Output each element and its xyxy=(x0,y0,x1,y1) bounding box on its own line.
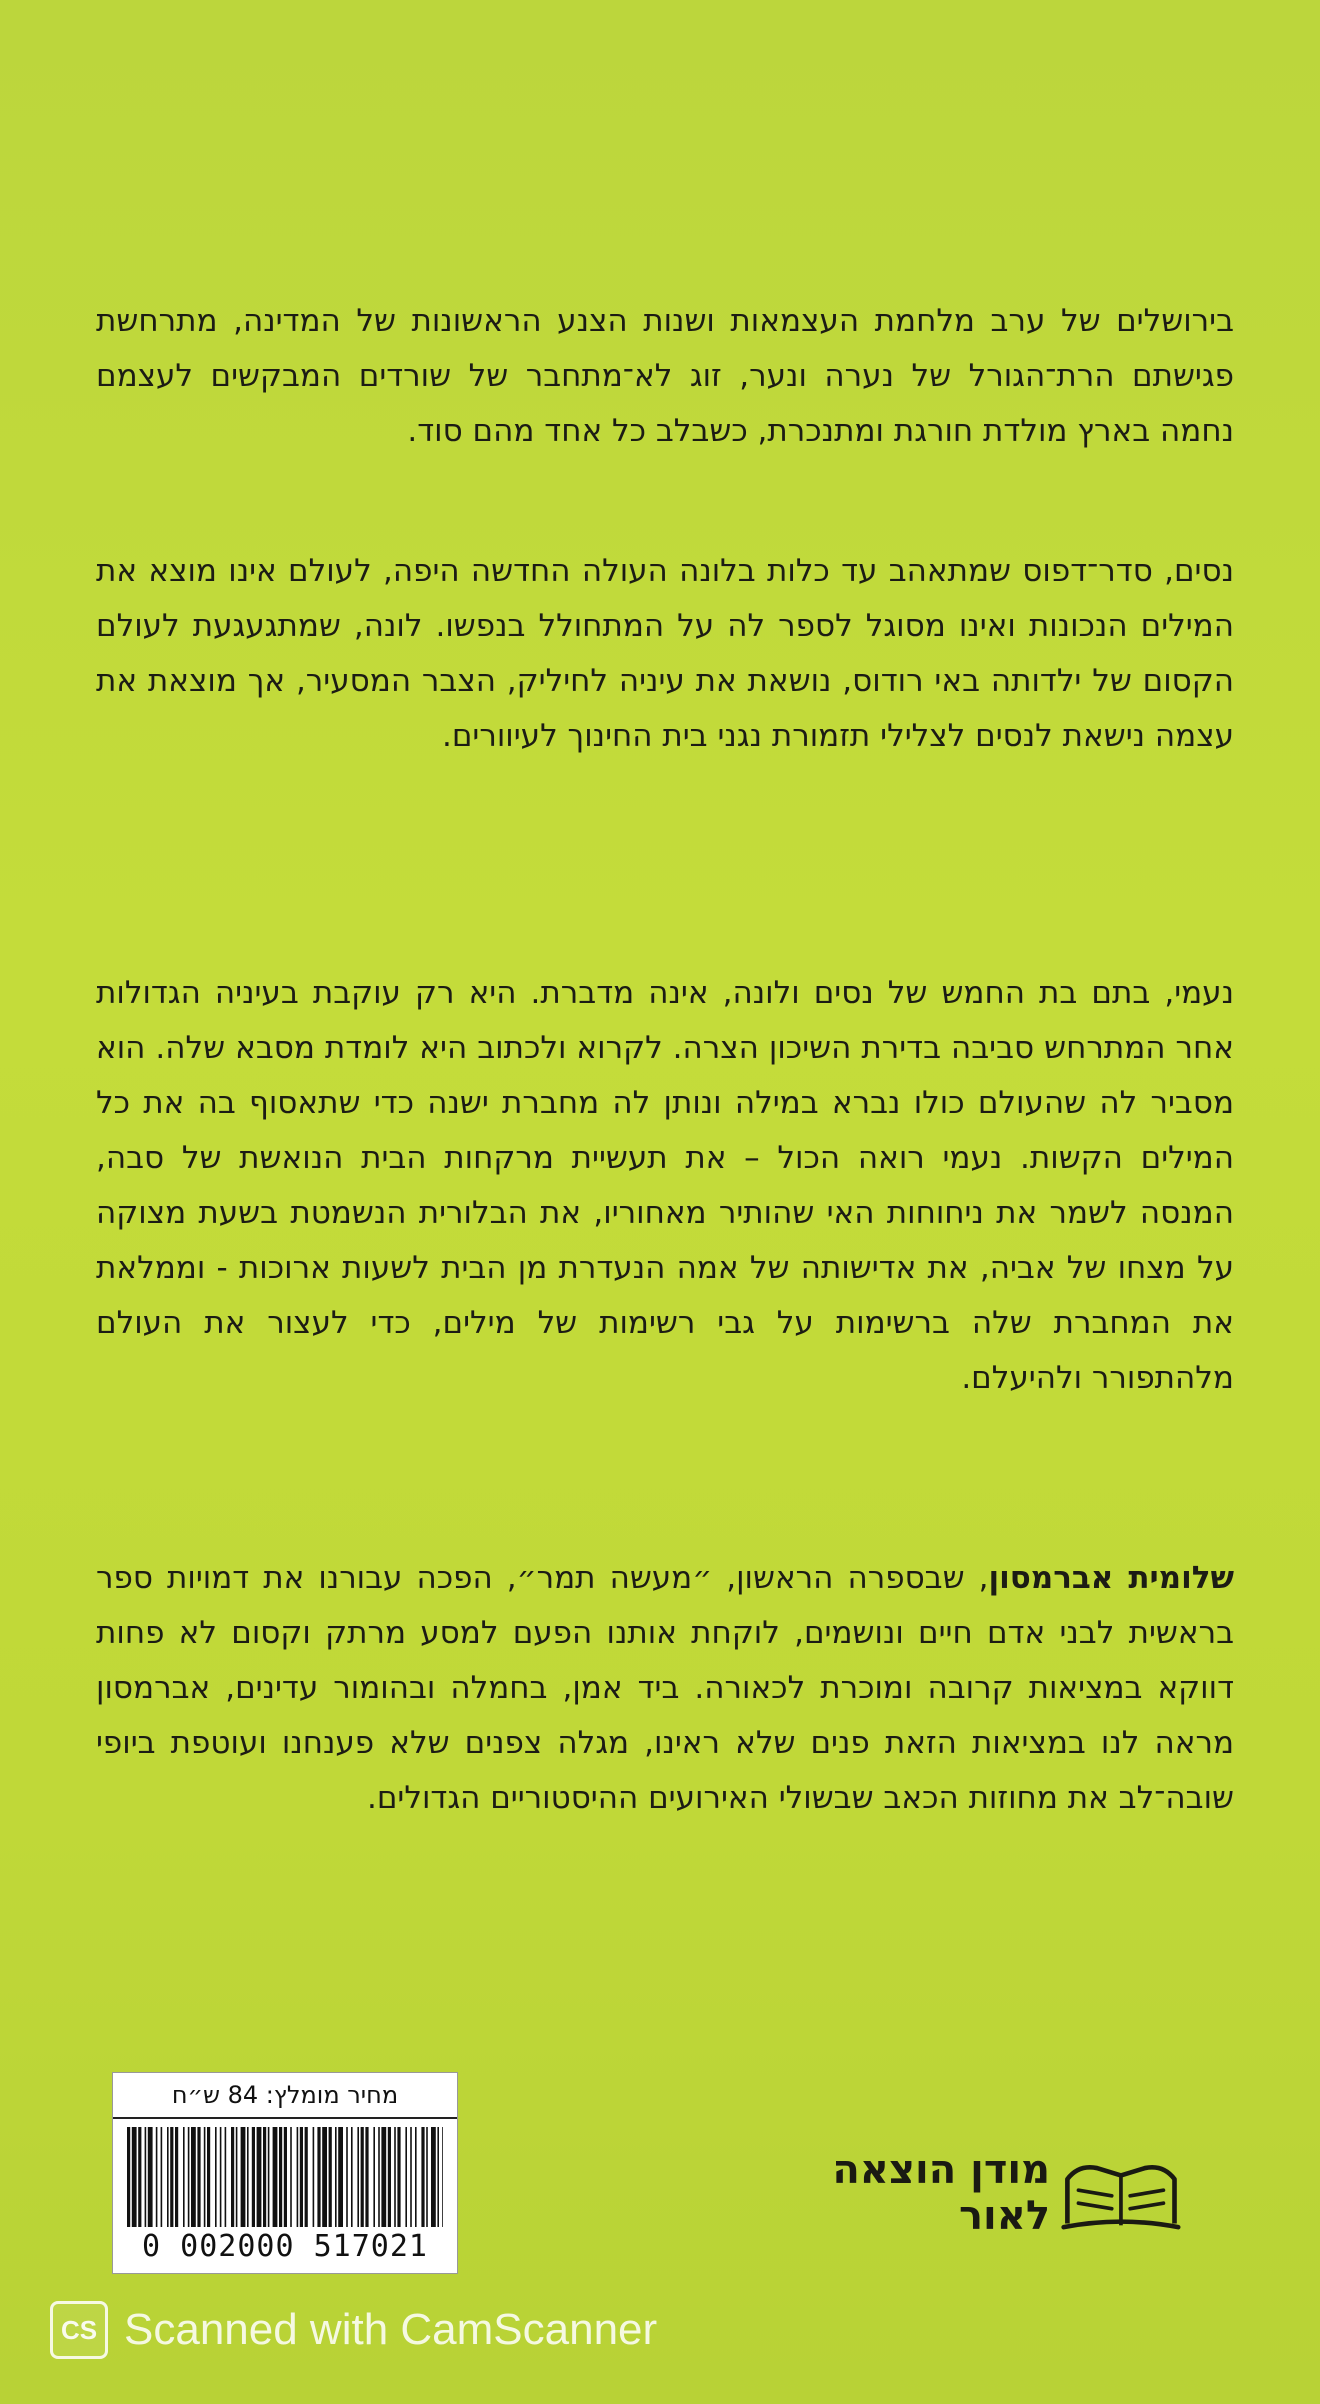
barcode-bar-21 xyxy=(241,2127,246,2227)
barcode-number: 0 002000 517021 xyxy=(142,2229,428,2264)
barcode-bar-29 xyxy=(284,2127,287,2227)
author-paragraph-text: , שבספרה הראשון, ״מעשה תמר״, הפכה עבורנו את דמויות ספר בראשית לבני אדם חיים ונושמים, לוקחת אותנו הפעם למסע מרתק וקסום לא פחות דווקא במציאות קרובה ומוכרת לכאורה. ביד אמן, בחמלה ובהומור עדינים, אברמסון מראה לנו במציאות הזאת פנים שלא ראינו, מגלה צפנים שלא פענחנו ועוטפת ביופי שובה־לב את מחוזות הכאב שבשולי האירועים ההיסטוריים הגדולים. xyxy=(96,1560,1234,1816)
barcode-label xyxy=(112,2072,458,2274)
barcode-bar-17 xyxy=(220,2127,222,2227)
barcode-bar-32 xyxy=(300,2127,303,2227)
barcode-bar-25 xyxy=(263,2127,266,2227)
barcode-bar-27 xyxy=(273,2127,278,2227)
barcode-bar-6 xyxy=(161,2127,163,2227)
barcode-bar-1 xyxy=(132,2127,137,2227)
barcode-bar-49 xyxy=(394,2127,396,2227)
barcode-bar-51 xyxy=(405,2127,407,2227)
barcode-bar-7 xyxy=(167,2127,169,2227)
barcode-bar-2 xyxy=(138,2127,141,2227)
barcode-bar-44 xyxy=(365,2127,368,2227)
barcode-bar-20 xyxy=(236,2127,238,2227)
camscanner-watermark xyxy=(50,2300,657,2360)
barcode-bar-36 xyxy=(322,2127,327,2227)
barcode-bar-10 xyxy=(183,2127,185,2227)
barcode-bar-38 xyxy=(335,2127,337,2227)
barcode-bar-30 xyxy=(290,2127,292,2227)
blurb-paragraph-2: נסים, סדר־דפוס שמתאהב עד כלות בלונה העולה החדשה היפה, לעולם אינו מוצא את המילים הנכונות ואינו מסוגל לספר לה על המתחולל בנפשו. לונה, שמתגעגעת לעולם הקסום של ילדותה באי רודוס, נושאת את עיניה לחיליק, הצבר המסעיר, אך מוצאת את עצמה נישאת לנסים לצלילי תזמורת נגני בית החינוך לעיוורים. xyxy=(96,553,1234,754)
barcode-bar-50 xyxy=(397,2127,400,2227)
barcode-bar-18 xyxy=(225,2127,227,2227)
barcode-bar-19 xyxy=(231,2127,234,2227)
barcode-bar-31 xyxy=(297,2127,299,2227)
blurb-paragraph-1: בירושלים של ערב מלחמת העצמאות ושנות הצנע הראשונות של המדינה, מתרחשת פגישתם הרת־הגורל של נערה ונער, זוג לא־מתחבר של שורדים המבקשים לעצמם נחמה בארץ מולדת חורגת ומתנכרת, כשבלב כל אחד מהם סוד. xyxy=(96,303,1234,449)
barcode-bar-24 xyxy=(257,2127,262,2227)
barcode-bar-26 xyxy=(268,2127,270,2227)
publisher-name: מודן הוצאה לאור xyxy=(832,2147,1051,2239)
barcode-bar-13 xyxy=(197,2127,200,2227)
barcode-bar-42 xyxy=(357,2127,359,2227)
barcode-bar-12 xyxy=(191,2127,196,2227)
camscanner-logo-icon: CS xyxy=(50,2301,108,2359)
barcode-bar-8 xyxy=(170,2127,173,2227)
barcode-bar-45 xyxy=(373,2127,375,2227)
barcode-bar-57 xyxy=(437,2127,439,2227)
barcode-bar-54 xyxy=(421,2127,424,2227)
barcode-bar-28 xyxy=(279,2127,282,2227)
barcode-bars xyxy=(127,2127,443,2227)
barcode-bar-16 xyxy=(215,2127,217,2227)
price-label: מחיר מומלץ: 84 ש״ח xyxy=(113,2073,457,2119)
barcode-bar-5 xyxy=(156,2127,158,2227)
barcode-bar-22 xyxy=(247,2127,249,2227)
barcode-bar-11 xyxy=(188,2127,190,2227)
author-name: שלומית אברמסון xyxy=(988,1560,1234,1596)
barcode-bar-33 xyxy=(305,2127,308,2227)
author-paragraph xyxy=(96,1551,1234,1826)
barcode-bar-41 xyxy=(351,2127,353,2227)
barcode-bar-15 xyxy=(207,2127,210,2227)
barcode-bar-4 xyxy=(148,2127,153,2227)
barcode-bar-3 xyxy=(145,2127,147,2227)
barcode-bar-39 xyxy=(338,2127,343,2227)
barcode-bar-55 xyxy=(426,2127,428,2227)
camscanner-text: Scanned with CamScanner xyxy=(124,2305,658,2354)
barcode-bar-47 xyxy=(381,2127,386,2227)
barcode-bar-48 xyxy=(388,2127,391,2227)
barcode-bar-9 xyxy=(175,2127,178,2227)
barcode-bar-52 xyxy=(410,2127,412,2227)
open-book-logo-icon xyxy=(1060,2148,1182,2238)
barcode-bar-0 xyxy=(127,2127,130,2227)
barcode-bar-56 xyxy=(431,2127,436,2227)
barcode-bar-40 xyxy=(346,2127,348,2227)
barcode-bar-37 xyxy=(329,2127,332,2227)
barcode-bar-23 xyxy=(252,2127,255,2227)
barcode-bar-53 xyxy=(415,2127,417,2227)
blurb-paragraph-3: נעמי, בתם בת החמש של נסים ולונה, אינה מדברת. היא רק עוקבת בעיניה הגדולות אחר המתרחש סביבה בדירת השיכון הצרה. לקרוא ולכתוב היא לומדת מסבא שלה. הוא מסביר לה שהעולם כולו נברא במילה ונותן לה מחברת ישנה כדי שתאסוף בה את כל המילים הקשות. נעמי רואה הכול – את תעשיית מרקחות הבית הנואשת של סבה, המנסה לשמר את ניחוחות האי שהותיר מאחוריו, את הבלורית הנשמטת בשעת מצוקה על מצחו של אביה, את אדישותה של אמה הנעדרת מן הבית לשעות ארוכות - וממלאת את המחברת שלה ברשימות על גבי רשימות של מילים, כדי לעצור את העולם מלהתפורר ולהיעלם. xyxy=(96,975,1234,1396)
barcode-bar-43 xyxy=(361,2127,364,2227)
barcode-bar-46 xyxy=(378,2127,380,2227)
barcode-bar-35 xyxy=(317,2127,320,2227)
barcode-bar-14 xyxy=(204,2127,206,2227)
barcode-bar-58 xyxy=(442,2127,443,2227)
barcode-bar-34 xyxy=(313,2127,315,2227)
publisher-imprint xyxy=(752,2148,1182,2238)
